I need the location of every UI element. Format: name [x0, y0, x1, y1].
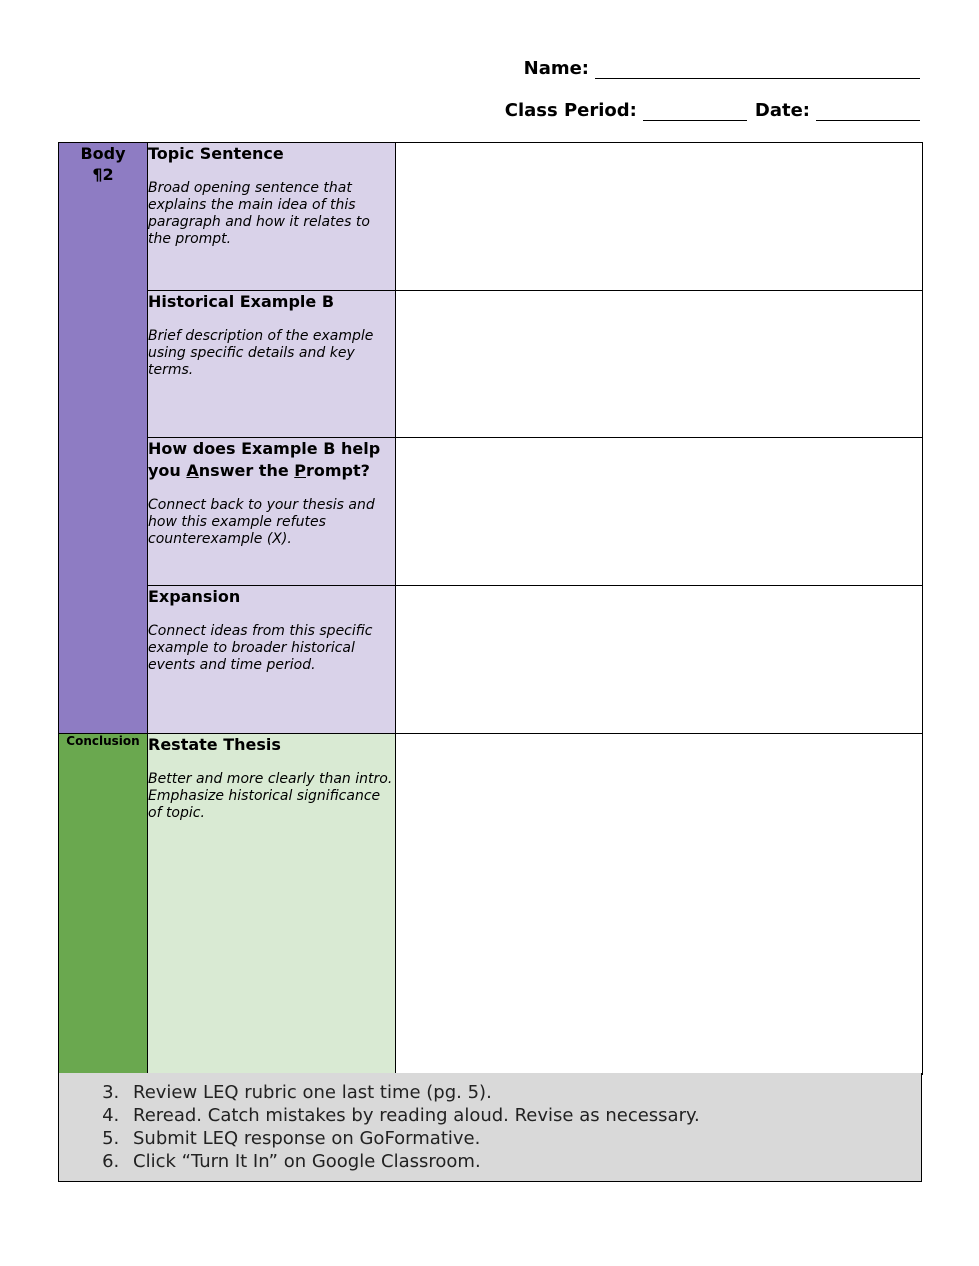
outline-sheet	[58, 142, 922, 1075]
answer-historical-example-b[interactable]	[396, 291, 923, 438]
answer-expansion[interactable]	[396, 586, 923, 734]
date-field[interactable]	[816, 102, 920, 121]
list-item: 3. Review LEQ rubric one last time (pg. 5).	[125, 1081, 921, 1104]
answer-answer-the-prompt[interactable]	[396, 438, 923, 586]
prompt-title: Expansion	[148, 587, 241, 606]
answer-restate-thesis[interactable]	[396, 734, 923, 1075]
table-row	[59, 143, 923, 291]
class-period-field[interactable]	[643, 102, 747, 121]
table-row	[59, 438, 923, 586]
period-date-row	[505, 100, 920, 121]
body-section-label: Body ¶2	[59, 143, 148, 734]
answer-topic-sentence[interactable]	[396, 143, 923, 291]
prompt-answer-the-prompt	[148, 438, 396, 586]
date-label: Date:	[754, 100, 810, 121]
outline-table	[58, 142, 923, 1075]
prompt-description: Brief description of the example using specific details and key terms.	[148, 328, 374, 378]
prompt-description: Connect ideas from this specific example to broader historical events and time period.	[148, 623, 373, 673]
list-item: 6. Click “Turn It In” on Google Classroom.	[125, 1150, 921, 1173]
prompt-description: Broad opening sentence that explains the main idea of this paragraph and how it relates to the prompt.	[148, 180, 370, 247]
name-row	[524, 58, 920, 79]
prompt-title: Historical Example B	[148, 292, 335, 311]
class-period-label: Class Period:	[504, 100, 637, 121]
prompt-description: Connect back to your thesis and how this example refutes counterexample (X).	[148, 497, 375, 547]
table-row	[59, 734, 923, 1075]
conclusion-section-label: Conclusion	[59, 734, 148, 1075]
list-item: 5. Submit LEQ response on GoFormative.	[125, 1127, 921, 1150]
name-field[interactable]	[595, 60, 920, 79]
prompt-description: Better and more clearly than intro. Emphasize historical significance of topic.	[148, 771, 393, 821]
table-row	[59, 291, 923, 438]
name-label: Name:	[523, 58, 589, 79]
prompt-title: How does Example B help you Answer the Prompt?	[148, 439, 381, 480]
final-steps-box	[58, 1073, 922, 1182]
final-steps-list	[59, 1073, 921, 1173]
prompt-historical-example-b	[148, 291, 396, 438]
prompt-restate-thesis	[148, 734, 396, 1075]
prompt-topic-sentence	[148, 143, 396, 291]
prompt-title: Restate Thesis	[148, 735, 281, 754]
table-row	[59, 586, 923, 734]
list-item: 4. Reread. Catch mistakes by reading aloud. Revise as necessary.	[125, 1104, 921, 1127]
prompt-title: Topic Sentence	[148, 144, 284, 163]
prompt-expansion	[148, 586, 396, 734]
